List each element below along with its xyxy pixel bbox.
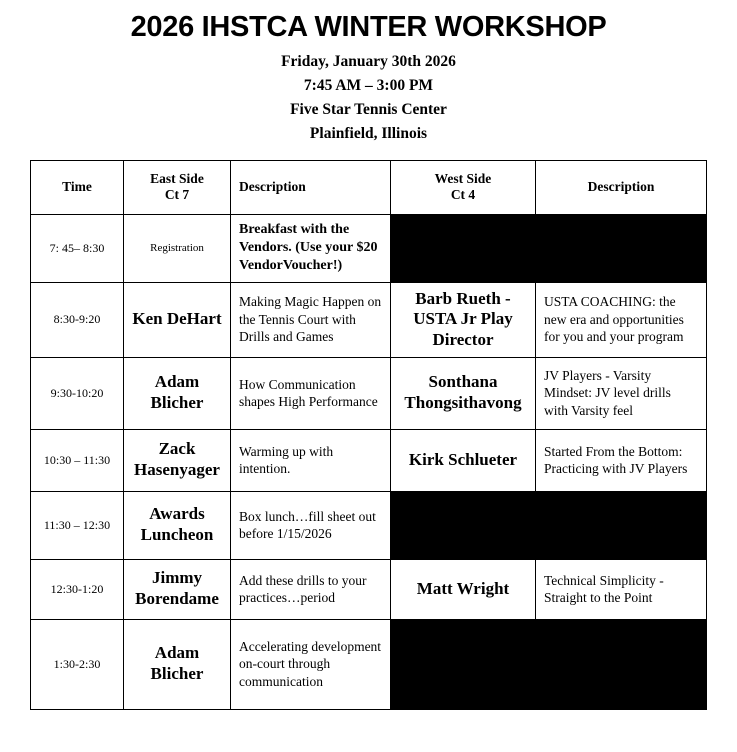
row-east-description: Add these drills to your practices…period [231,559,391,619]
row-east-presenter: Ken DeHart [124,282,231,357]
event-venue: Five Star Tennis Center [290,100,447,118]
row-time: 11:30 – 12:30 [31,491,124,559]
table-row [31,429,707,491]
row-time: 10:30 – 11:30 [31,429,124,491]
row-west-presenter: Kirk Schlueter [391,429,536,491]
row-west-description-blackout [536,214,707,282]
row-east-description: Warming up with intention. [231,429,391,491]
row-time: 8:30-9:20 [31,282,124,357]
column-header-west-side [391,160,536,214]
row-west-presenter-blackout [391,214,536,282]
row-east-presenter: Adam Blicher [124,357,231,429]
row-west-description-blackout [536,619,707,709]
row-time: 7: 45– 8:30 [31,214,124,282]
row-west-presenter: Barb Rueth - USTA Jr Play Director [391,282,536,357]
column-header-west-label: West Side [434,170,492,186]
table-row [31,559,707,619]
row-west-presenter: Sonthana Thongsithavong [391,357,536,429]
row-east-description: How Communication shapes High Performance [231,357,391,429]
column-header-time [31,160,124,214]
event-date: Friday, January 30th 2026 [281,52,456,70]
row-time: 9:30-10:20 [31,357,124,429]
table-row [31,619,707,709]
row-east-presenter: Jimmy Borendame [124,559,231,619]
column-header-west-sub: Ct 4 [450,187,476,203]
row-east-presenter: Adam Blicher [124,619,231,709]
row-west-presenter-blackout [391,619,536,709]
column-header-description-west [536,160,707,214]
row-time: 1:30-2:30 [31,619,124,709]
column-header-description-west-label: Description [587,179,655,195]
row-east-description: Breakfast with the Vendors. (Use your $20 VendorVoucher!) [231,214,391,282]
row-west-description: USTA COACHING: the new era and opportunities for you and your program [536,282,707,357]
table-row [31,214,707,282]
row-east-presenter: Zack Hasenyager [124,429,231,491]
column-header-description-east [231,160,391,214]
event-details [0,50,737,146]
row-west-description: JV Players - Varsity Mindset: JV level drills with Varsity feel [536,357,707,429]
table-row [31,357,707,429]
page-title: 2026 IHSTCA WINTER WORKSHOP [130,11,607,43]
row-west-description-blackout [536,491,707,559]
event-time: 7:45 AM – 3:00 PM [303,76,434,94]
row-east-description: Accelerating development on-court through communication [231,619,391,709]
row-east-description: Box lunch…fill sheet out before 1/15/2026 [231,491,391,559]
column-header-east-sub: Ct 7 [164,187,190,203]
table-header-row [31,160,707,214]
row-east-presenter: Registration [124,214,231,282]
column-header-description-east-label: Description [239,179,306,195]
row-west-description: Started From the Bottom: Practicing with JV Players [536,429,707,491]
schedule-table [30,160,707,710]
row-west-presenter: Matt Wright [391,559,536,619]
workshop-flyer [0,12,737,752]
row-time: 12:30-1:20 [31,559,124,619]
row-east-description: Making Magic Happen on the Tennis Court with Drills and Games [231,282,391,357]
column-header-east-label: East Side [150,170,204,186]
row-west-description: Technical Simplicity - Straight to the Point [536,559,707,619]
table-row [31,282,707,357]
event-location: Plainfield, Illinois [309,124,428,142]
column-header-east-side [124,160,231,214]
row-east-presenter: Awards Luncheon [124,491,231,559]
row-west-presenter-blackout [391,491,536,559]
table-row [31,491,707,559]
column-header-time-label: Time [62,179,92,195]
